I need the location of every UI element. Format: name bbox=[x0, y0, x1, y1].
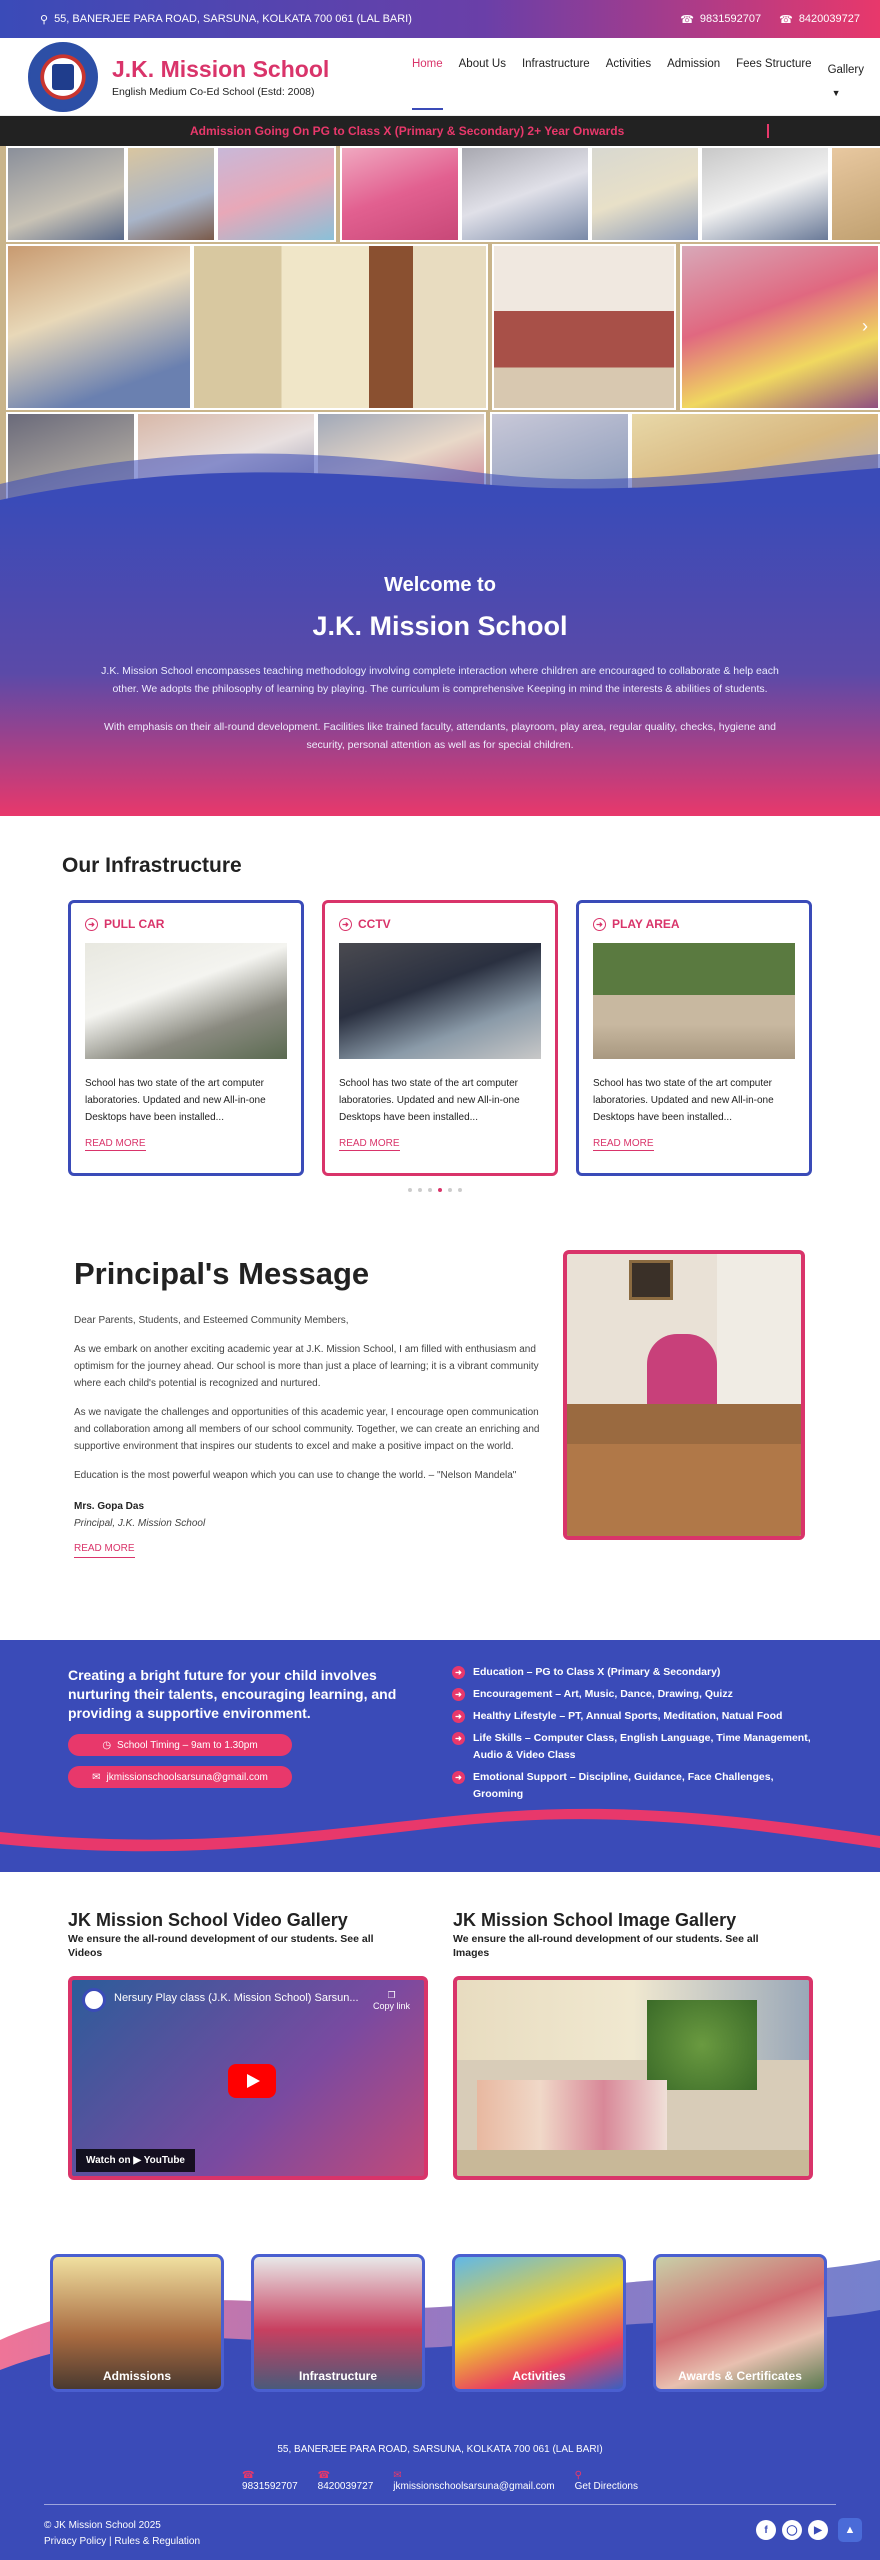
infra-carousel-dot[interactable] bbox=[408, 1188, 412, 1192]
nav-about-us[interactable]: About Us bbox=[458, 58, 506, 70]
social-links bbox=[756, 2520, 828, 2540]
chevron-down-icon: ▼ bbox=[831, 88, 841, 98]
quick-link-activities[interactable] bbox=[452, 2254, 626, 2392]
hero-photo bbox=[6, 244, 192, 410]
school-timing-pill[interactable] bbox=[68, 1734, 292, 1756]
infra-carousel-dot[interactable] bbox=[438, 1188, 442, 1192]
feature-item-text: Life Skills – Computer Class, English Language, Time Management, Audio & Video Class bbox=[473, 1732, 811, 1761]
instagram-icon[interactable]: ◯ bbox=[782, 2520, 802, 2540]
features-wave bbox=[0, 1800, 880, 1880]
feature-item bbox=[452, 1769, 812, 1803]
channel-avatar[interactable] bbox=[82, 1988, 106, 2012]
quick-link-label: Awards & Certificates bbox=[678, 2369, 802, 2383]
topbar-address-text: 55, BANERJEE PARA ROAD, SARSUNA, KOLKATA 700 061 (LAL BARI) bbox=[54, 13, 412, 25]
photo-tree bbox=[647, 2000, 757, 2090]
hero-photo bbox=[590, 146, 700, 242]
arrow-right-circle-icon: ➜ bbox=[339, 918, 352, 931]
footer-contacts bbox=[0, 2470, 880, 2492]
play-icon[interactable] bbox=[228, 2064, 276, 2098]
feature-item-text: Emotional Support – Discipline, Guidance, Face Challenges, Grooming bbox=[473, 1771, 774, 1800]
brand bbox=[112, 56, 329, 98]
hero-photo bbox=[216, 146, 336, 242]
arrow-right-circle-icon: ➜ bbox=[593, 918, 606, 931]
hero-photo bbox=[830, 146, 880, 242]
photo-desk-front bbox=[567, 1444, 805, 1540]
infra-card-image[interactable] bbox=[339, 943, 541, 1059]
footer-directions-text: Get Directions bbox=[574, 2481, 638, 2492]
nav-gallery-label: Gallery bbox=[827, 64, 864, 76]
principal-read-more[interactable]: READ MORE bbox=[74, 1540, 135, 1558]
arrow-right-circle-icon: ➜ bbox=[452, 1710, 465, 1723]
copyright-text: © JK Mission School 2025 bbox=[44, 2520, 161, 2531]
email-pill[interactable] bbox=[68, 1766, 292, 1788]
quick-link-awards-certificates[interactable] bbox=[653, 2254, 827, 2392]
footer-phone-1[interactable] bbox=[242, 2470, 298, 2492]
infra-card-text: School has two state of the art computer laboratories. Updated and new All-in-one Desktops have been installed... bbox=[85, 1078, 266, 1123]
topbar-phone-1[interactable] bbox=[680, 13, 761, 26]
photo-ground bbox=[457, 2150, 809, 2176]
clock-icon: ◷ bbox=[102, 1739, 112, 1751]
features-lead: Creating a bright future for your child involves nurturing their talents, encouraging learning, and providing a supportive environment. bbox=[68, 1667, 397, 1721]
topbar-phone-1-text: 9831592707 bbox=[699, 13, 762, 25]
hero-photo bbox=[460, 146, 590, 242]
infra-card-cctv bbox=[322, 900, 558, 1176]
video-gallery-subtitle[interactable]: We ensure the all-round development of our students. See all Videos bbox=[68, 1933, 374, 1959]
infra-card-title-text: CCTV bbox=[358, 917, 391, 931]
principal-photo bbox=[563, 1250, 805, 1540]
hero-photo bbox=[340, 146, 460, 242]
principal-quote: Education is the most powerful weapon which you can use to change the world. – "Nelson Mandela" bbox=[74, 1470, 517, 1481]
infra-card-title[interactable] bbox=[85, 917, 287, 931]
principal-title: Principal's Message bbox=[74, 1256, 370, 1291]
mail-icon: ✉ bbox=[92, 1771, 101, 1783]
privacy-policy-link[interactable]: Privacy Policy bbox=[44, 2536, 107, 2547]
nav-activities[interactable]: Activities bbox=[605, 58, 652, 70]
topbar-phone-2[interactable] bbox=[779, 13, 860, 26]
footer-copyright-block bbox=[44, 2518, 200, 2550]
hero-photo bbox=[192, 244, 488, 410]
feature-item bbox=[452, 1686, 812, 1703]
gallery-section bbox=[0, 1880, 880, 2220]
infra-carousel-dot[interactable] bbox=[448, 1188, 452, 1192]
arrow-right-circle-icon: ➜ bbox=[452, 1732, 465, 1745]
infra-carousel-dots bbox=[408, 1188, 462, 1192]
infra-carousel-dot[interactable] bbox=[428, 1188, 432, 1192]
quick-link-label: Activities bbox=[512, 2369, 566, 2383]
youtube-video-embed[interactable] bbox=[68, 1976, 428, 2180]
nav-fees-structure[interactable]: Fees Structure bbox=[736, 58, 812, 70]
feature-item bbox=[452, 1664, 812, 1681]
welcome-paragraph-2: With emphasis on their all-round development. Facilities like trained faculty, attendants, playroom, play area, regular quality, checks, hygiene and security, personal attention as well as for special children. bbox=[104, 721, 776, 751]
principal-greeting: Dear Parents, Students, and Esteemed Community Members, bbox=[74, 1315, 349, 1326]
nav-admission[interactable]: Admission bbox=[667, 58, 721, 70]
image-gallery-photo[interactable] bbox=[453, 1976, 813, 2180]
ticker-separator bbox=[767, 124, 769, 138]
hero-photo bbox=[492, 244, 676, 410]
principal-name: Mrs. Gopa Das bbox=[74, 1501, 145, 1512]
arrow-right-circle-icon: ➜ bbox=[452, 1771, 465, 1784]
principal-message bbox=[74, 1300, 540, 1558]
infra-card-title-text: PLAY AREA bbox=[612, 917, 680, 931]
principal-paragraph-1: As we embark on another exciting academic year at J.K. Mission School, I am filled with enthusiasm and optimism for the journey ahead. Our school is more than just a place of learning; it is a vibrant community where each child's potential is recognized and nurtured. bbox=[74, 1344, 539, 1389]
read-more-link[interactable]: READ MORE bbox=[593, 1138, 654, 1149]
video-gallery-title: JK Mission School Video Gallery bbox=[68, 1910, 348, 1930]
welcome-heading: Welcome to bbox=[384, 574, 496, 596]
site-header bbox=[0, 38, 880, 116]
mail-icon: ✉ bbox=[393, 2470, 402, 2481]
infra-card-image[interactable] bbox=[593, 943, 795, 1059]
photo-desk bbox=[567, 1404, 805, 1444]
arrow-right-circle-icon: ➜ bbox=[452, 1666, 465, 1679]
quick-link-admissions[interactable] bbox=[50, 2254, 224, 2392]
arrow-right-circle-icon: ➜ bbox=[85, 918, 98, 931]
features-list bbox=[452, 1664, 812, 1808]
footer-phone-2-text: 8420039727 bbox=[317, 2481, 374, 2492]
facebook-icon[interactable]: f bbox=[756, 2520, 776, 2540]
read-more-link[interactable]: READ MORE bbox=[339, 1138, 400, 1149]
feature-item-text: Education – PG to Class X (Primary & Secondary) bbox=[473, 1666, 721, 1678]
footer-divider bbox=[44, 2504, 836, 2505]
infra-card-play-area bbox=[576, 900, 812, 1176]
school-logo[interactable] bbox=[28, 42, 98, 112]
copy-link-button[interactable] bbox=[373, 1990, 410, 2011]
site-footer bbox=[0, 2220, 880, 2560]
copy-icon: ❐ bbox=[387, 1990, 396, 2000]
hero-photo bbox=[6, 146, 126, 242]
infra-card-text: School has two state of the art computer laboratories. Updated and new All-in-one Desktops have been installed... bbox=[339, 1078, 520, 1123]
principal-paragraph-2: As we navigate the challenges and opportunities of this academic year, I encourage open communication and collaboration among all members of our school community. Together, we can create an enriching and supportive environment that inspires our students to excel and make a positive impact on the world. bbox=[74, 1407, 540, 1452]
footer-email-text: jkmissionschoolsarsuna@gmail.com bbox=[393, 2481, 555, 2492]
nav-infrastructure[interactable]: Infrastructure bbox=[521, 58, 590, 70]
image-gallery-subtitle[interactable]: We ensure the all-round development of our students. See all Images bbox=[453, 1933, 759, 1959]
welcome-section bbox=[0, 500, 880, 816]
video-caption[interactable]: Nersury Play class (J.K. Mission School) Sarsun... bbox=[114, 1992, 359, 2004]
footer-phone-2[interactable] bbox=[318, 2470, 374, 2492]
email-pill-text: jkmissionschoolsarsuna@gmail.com bbox=[106, 1771, 268, 1783]
welcome-paragraph-1: J.K. Mission School encompasses teaching methodology involving complete interaction where children are encouraged to collaborate & help each other. We adopts the philosophy of learning by playing. The curriculum is comprehensive Keeping in mind the interests & abilities of students. bbox=[101, 665, 779, 695]
infra-card-image[interactable] bbox=[85, 943, 287, 1059]
topbar-address bbox=[40, 13, 412, 26]
youtube-wordmark: YouTube bbox=[143, 2155, 185, 2166]
feature-item bbox=[452, 1730, 812, 1764]
infrastructure-title: Our Infrastructure bbox=[62, 854, 242, 877]
hero-photo bbox=[680, 244, 880, 410]
rules-regulation-link[interactable]: Rules & Regulation bbox=[114, 2536, 201, 2547]
infra-card-pull-car bbox=[68, 900, 304, 1176]
wall-portrait bbox=[629, 1260, 673, 1300]
topbar-phone-2-text: 8420039727 bbox=[798, 13, 860, 25]
footer-email[interactable] bbox=[393, 2470, 554, 2492]
quick-link-label: Infrastructure bbox=[298, 2369, 378, 2383]
principal-role: Principal, J.K. Mission School bbox=[74, 1518, 206, 1529]
hero-photo bbox=[126, 146, 216, 242]
welcome-school-name: J.K. Mission School bbox=[312, 611, 568, 641]
chevron-right-icon[interactable]: › bbox=[862, 316, 868, 336]
phone-icon: ☎ bbox=[317, 2470, 331, 2481]
watch-on-text: Watch on bbox=[86, 2155, 131, 2166]
read-more-link[interactable]: READ MORE bbox=[85, 1138, 146, 1149]
feature-item-text: Healthy Lifestyle – PT, Annual Sports, Meditation, Natual Food bbox=[473, 1710, 783, 1722]
phone-icon: ☎ bbox=[242, 2470, 255, 2481]
nav-gallery[interactable] bbox=[828, 52, 864, 110]
location-icon: ⚲ bbox=[40, 13, 49, 26]
footer-directions[interactable] bbox=[575, 2470, 638, 2492]
hero-photo bbox=[700, 146, 830, 242]
footer-address: 55, BANERJEE PARA ROAD, SARSUNA, KOLKATA 700 061 (LAL BARI) bbox=[277, 2444, 603, 2455]
feature-item-text: Encouragement – Art, Music, Dance, Drawing, Quizz bbox=[473, 1688, 733, 1700]
school-timing-text: School Timing – 9am to 1.30pm bbox=[117, 1739, 258, 1751]
photo-people bbox=[477, 2080, 667, 2150]
watch-on-youtube-button[interactable]: Watch on ▶ YouTube bbox=[76, 2149, 195, 2172]
top-bar bbox=[0, 0, 880, 38]
announcement-ticker bbox=[0, 116, 880, 146]
quick-link-infrastructure[interactable] bbox=[251, 2254, 425, 2392]
infra-carousel-dot[interactable] bbox=[418, 1188, 422, 1192]
image-gallery-title: JK Mission School Image Gallery bbox=[453, 1910, 737, 1930]
infra-card-title[interactable] bbox=[593, 917, 795, 931]
footer-phone-1-text: 9831592707 bbox=[242, 2481, 298, 2492]
nav-home[interactable]: Home bbox=[412, 52, 443, 110]
school-name[interactable]: J.K. Mission School bbox=[112, 55, 330, 82]
ticker-text[interactable]: Admission Going On PG to Class X (Primary & Secondary) 2+ Year Onwards bbox=[190, 124, 625, 138]
topbar-phones bbox=[680, 13, 860, 26]
feature-item bbox=[452, 1708, 812, 1725]
infra-card-title-text: PULL CAR bbox=[104, 917, 165, 931]
infra-carousel-dot[interactable] bbox=[458, 1188, 462, 1192]
phone-icon: ☎ bbox=[779, 13, 793, 26]
school-tagline: English Medium Co-Ed School (Estd: 2008) bbox=[112, 85, 315, 98]
principal-section bbox=[0, 1236, 880, 1640]
youtube-icon[interactable]: ▶ bbox=[808, 2520, 828, 2540]
quick-link-label: Admissions bbox=[102, 2369, 171, 2383]
infra-card-title[interactable] bbox=[339, 917, 541, 931]
copy-link-text: Copy link bbox=[372, 2001, 410, 2011]
footer-link-separator: | bbox=[109, 2536, 112, 2547]
infrastructure-section bbox=[0, 816, 880, 1236]
infra-card-text: School has two state of the art computer laboratories. Updated and new All-in-one Desktops have been installed... bbox=[593, 1078, 774, 1123]
arrow-right-circle-icon: ➜ bbox=[452, 1688, 465, 1701]
phone-icon: ☎ bbox=[680, 13, 694, 26]
location-icon: ⚲ bbox=[574, 2470, 582, 2481]
arrow-up-icon[interactable]: ▲ bbox=[838, 2518, 862, 2542]
